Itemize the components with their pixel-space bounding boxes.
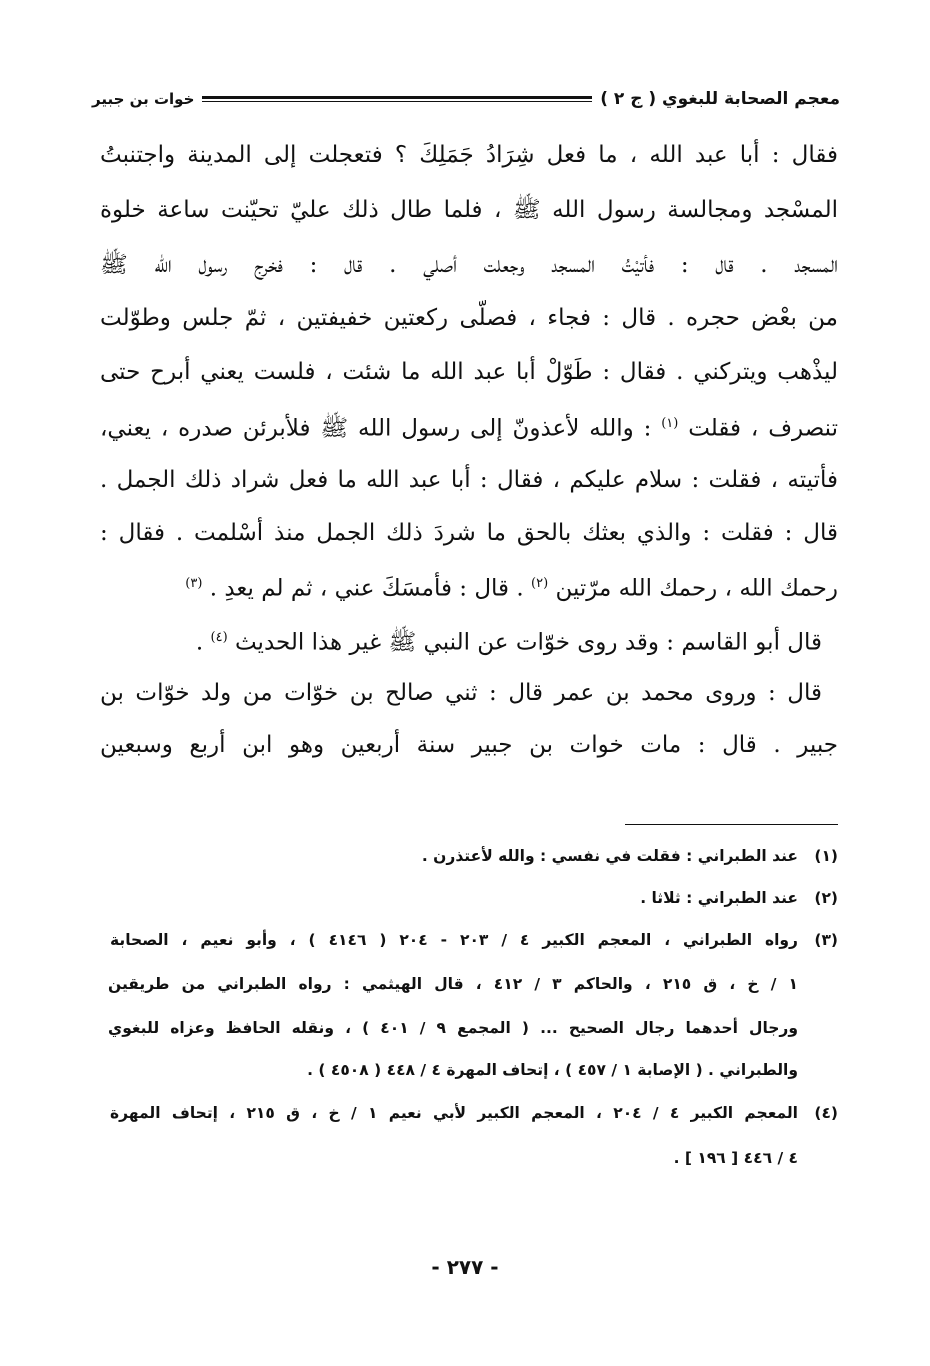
body-line: قال : وروى محمد بن عمر قال : ثني صالح بن خوّات من ولد خوّات بن [100,680,822,706]
footnote-number: (٣) [814,931,838,949]
footnote-marker: (٤) [210,630,228,645]
body-text: : والله لأعذونّ إلى رسول الله ﷺ فلأبرئن صدره ، يعني، [100,415,652,442]
footnote-number: (١) [814,847,838,865]
body-text: رحمك الله ، رحمك الله مرّتين [555,575,838,602]
header-rule [202,96,592,102]
footnote-text: المعجم الكبير ٤ / ٢٠٤ ، المعجم الكبير لأبي نعيم ١ / خ ، ق ٢١٥ ، إتحاف المهرة [110,1104,798,1122]
footnote [108,886,838,910]
body-line: المسجد . قال : فأتيْتُ المسجد وجعلت أصلي . قال : فخرج رسول الله ﷺ [100,252,838,278]
book-title: معجم الصحابة للبغوي ( ج ٢ ) [600,89,840,109]
body-text: . [195,629,204,656]
body-line: فأتيته ، فقلت : سلام عليكم ، فقال : أبا عبد الله ما فعل شراد ذلك الجمل . [100,467,838,493]
footnote-separator [625,824,838,825]
body-text: . قال : فأمسَكَ عني ، ثم لم يعدِ . [209,575,524,602]
body-line: جبير . قال : مات خوات بن جبير سنة أربعين وهو ابن أربع وسبعين [100,732,838,758]
footnote-continuation: ٤ / ٤٤٦ [ ١٩٦ ] . [673,1149,798,1167]
body-line: ليذْهب ويتركني . فقال : طَوّلْ أبا عبد الله ما شئت ، فلست يعني أبرح حتى [100,359,838,385]
body-text: تنصرف ، فقلت [688,415,839,442]
footnote-marker: (٢) [531,576,549,591]
body-line: من بعْض حجره . قال : فجاء ، فصلّى ركعتين خفيفتين ، ثمّ جلس وطوّلت [100,305,838,331]
body-line: المسْجد ومجالسة رسول الله ﷺ ، فلما طال ذلك عليّ تحيّنت ساعة خلوة [100,197,838,223]
body-line [100,623,838,658]
body-line: قال : فقلت : والذي بعثك بالحق ما شردَ ذلك الجمل منذ أسْلمت . فقال : [100,520,838,546]
footnote-continuation: ورجال أحدهما رجال الصحيح ... ( المجمع ٩ / ٤٠١ ) ، ونقله الحافظ وعزاه للبغوي [108,1019,798,1037]
footnote [108,844,838,868]
body-line [100,409,838,444]
page-number: - ٢٧٧ - [431,1255,499,1279]
body-text: قال أبو القاسم : وقد روى خوّات عن النبي ﷺ غير هذا الحديث [234,629,822,656]
entry-title: خوات بن جبير [92,90,195,108]
running-header [92,82,840,116]
footnote-number: (٢) [814,889,838,907]
footnote-text: عند الطبراني : فقلت في نفسي : والله لأعتذرن . [421,847,798,865]
body-line: فقال : أبا عبد الله ، ما فعل شِرَادُ جَمَلِكَ ؟ فتعجلت إلى المدينة واجتنبتُ [100,142,838,168]
footnote-number: (٤) [814,1104,838,1122]
footnote-text: رواه الطبراني ، المعجم الكبير ٤ / ٢٠٣ - ٢٠٤ ( ٤١٤٦ ) ، وأبو نعيم ، الصحابة [110,931,798,949]
footnote [108,928,838,952]
footnote [108,1101,838,1125]
body-line [100,569,838,604]
footnote-marker: (٣) [185,576,203,591]
footnote-text: عند الطبراني : ثلاثا . [640,889,798,907]
footnote-continuation: ١ / خ ، ق ٢١٥ ، والحاكم ٣ / ٤١٢ ، قال الهيثمي : رواه الطبراني من طريقين [108,975,798,993]
footnote-continuation: والطبراني . ( الإصابة ١ / ٤٥٧ ) ، إتحاف المهرة ٤ / ٤٤٨ ( ٤٥٠٨ ) . [307,1061,798,1079]
footnote-marker: (١) [661,416,679,431]
